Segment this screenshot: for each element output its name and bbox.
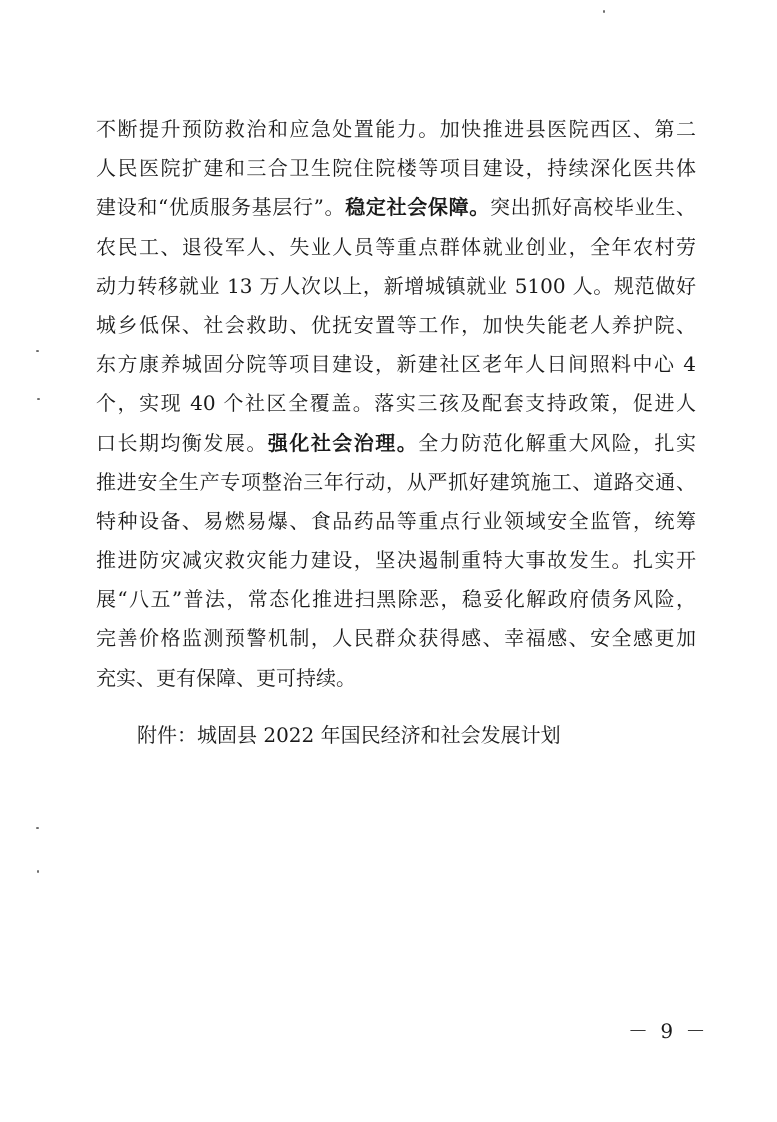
paragraph-line: 农民工、退役军人、失业人员等重点群体就业创业，全年农村劳 — [96, 234, 696, 259]
paragraph-line: 个，实现 40 个社区全覆盖。落实三孩及配套支持政策，促进人 — [96, 391, 696, 416]
paragraph-line: 完善价格监测预警机制，人民群众获得感、幸福感、安全感更加 — [96, 626, 696, 651]
body-paragraph — [96, 110, 696, 698]
attachment-line: 附件：城固县 2022 年国民经济和社会发展计划 — [137, 723, 561, 747]
scan-speck — [37, 398, 40, 400]
paragraph-line: 推进防灾减灾救灾能力建设，坚决遏制重特大事故发生。扎实开 — [96, 548, 696, 573]
scan-speck — [37, 870, 39, 873]
page-number: － 9 － — [628, 1019, 709, 1043]
paragraph-line: 人民医院扩建和三合卫生院住院楼等项目建设，持续深化医共体 — [96, 156, 696, 181]
scan-speck — [36, 350, 39, 352]
paragraph-line: 东方康养城固分院等项目建设，新建社区老年人日间照料中心 4 — [96, 352, 696, 377]
paragraph-line: 建设和“优质服务基层行”。稳定社会保障。突出抓好高校毕业生、 — [96, 195, 697, 220]
paragraph-line: 不断提升预防救治和应急处置能力。加快推进县医院西区、第二 — [96, 117, 696, 141]
scan-speck — [36, 827, 39, 829]
scan-speck — [603, 10, 605, 13]
paragraph-line: 特种设备、易燃易爆、食品药品等重点行业领域安全监管，统筹 — [96, 508, 696, 533]
paragraph-line: 口长期均衡发展。强化社会治理。全力防范化解重大风险，扎实 — [96, 430, 697, 455]
paragraph-line: 动力转移就业 13 万人次以上，新增城镇就业 5100 人。规范做好 — [96, 273, 696, 298]
paragraph-line: 城乡低保、社会救助、优抚安置等工作，加快失能老人养护院、 — [96, 312, 696, 337]
paragraph-line-last: 充实、更有保障、更可持续。 — [96, 665, 356, 690]
paragraph-line: 推进安全生产专项整治三年行动，从严抓好建筑施工、道路交通、 — [96, 469, 696, 494]
section-heading-social-security: 稳定社会保障。 — [345, 195, 490, 220]
section-heading-social-governance: 强化社会治理。 — [267, 430, 419, 455]
paragraph-line: 展“八五”普法，常态化推进扫黑除恶，稳妥化解政府债务风险， — [96, 587, 696, 612]
